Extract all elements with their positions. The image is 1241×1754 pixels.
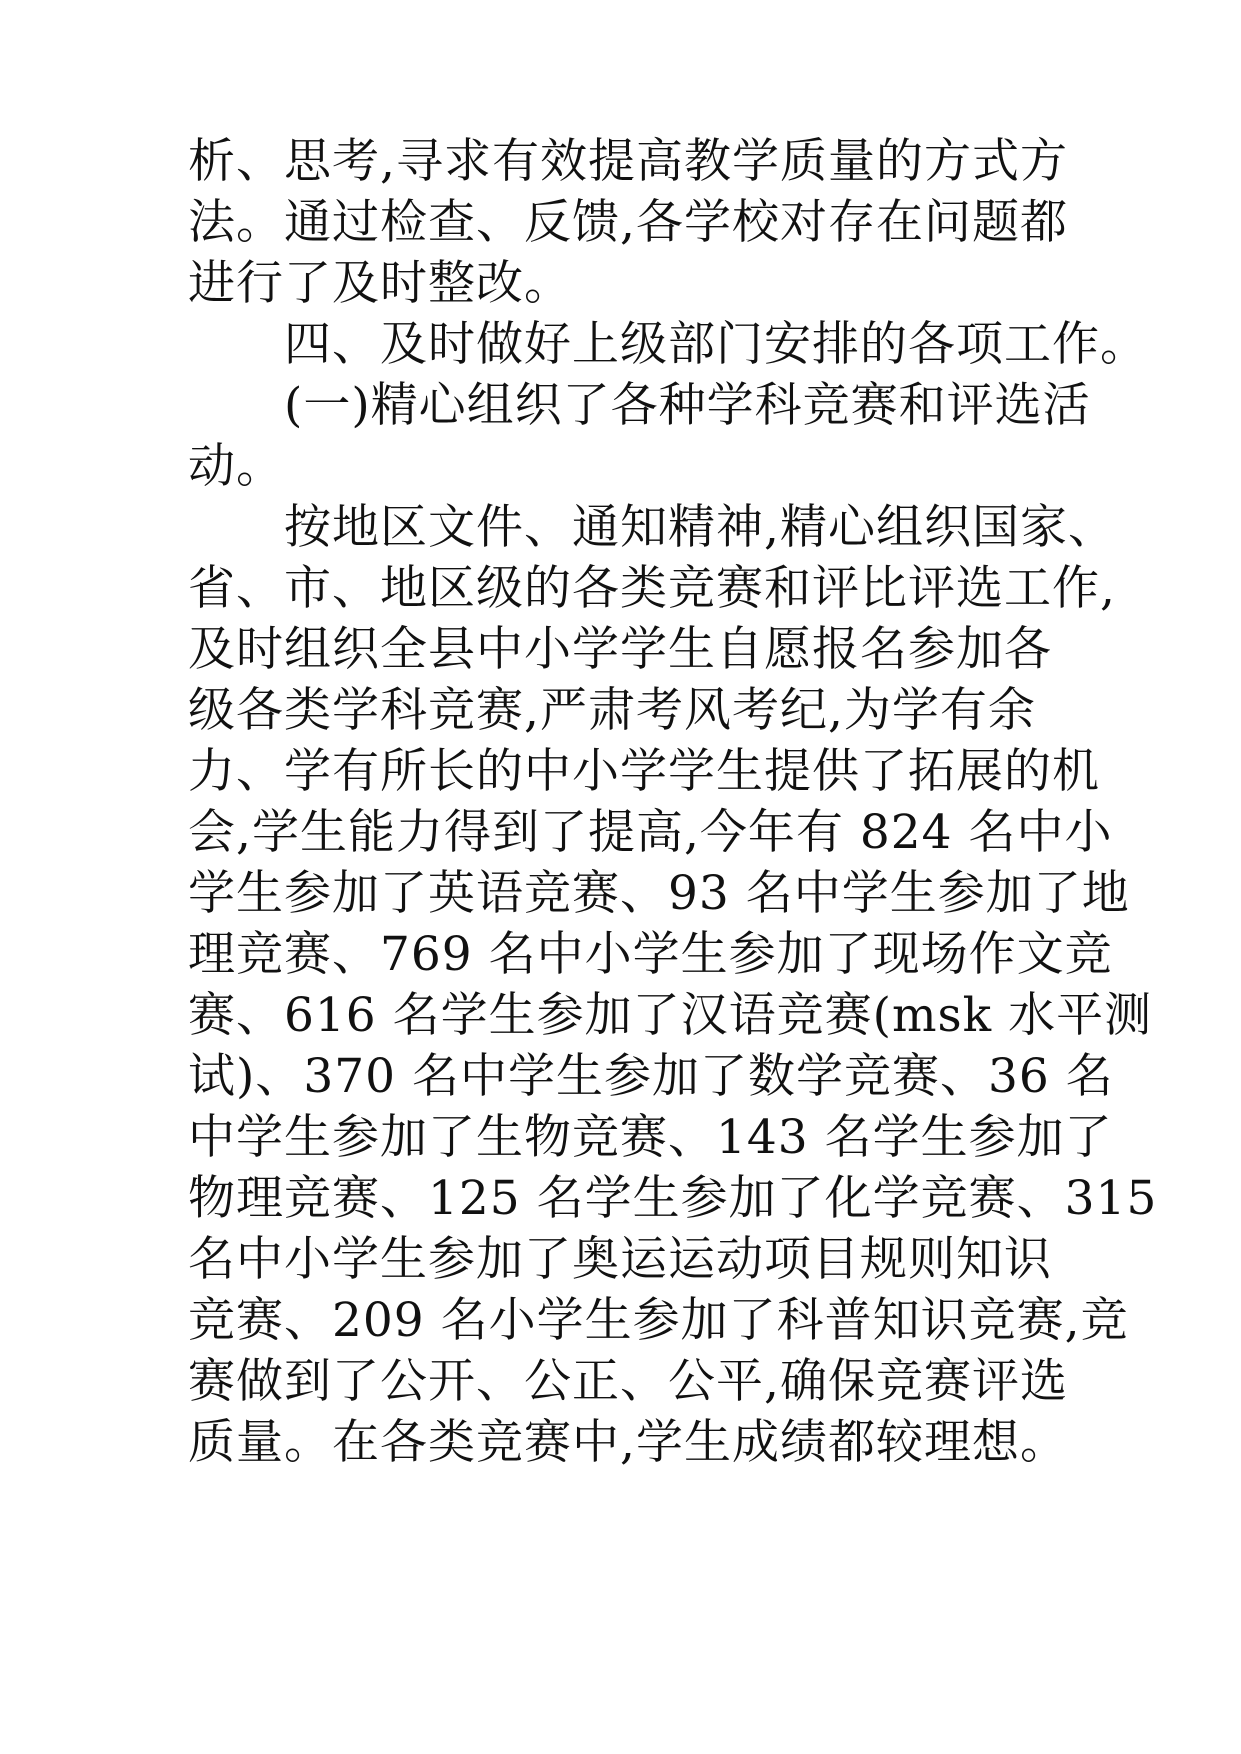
text-line: 质量。在各类竞赛中,学生成绩都较理想。: [188, 1415, 1068, 1470]
text-line: 竞赛、209 名小学生参加了科普知识竞赛,竞: [188, 1293, 1129, 1348]
text-line: 学生参加了英语竞赛、93 名中学生参加了地: [188, 866, 1130, 921]
text-line: 赛做到了公开、公正、公平,确保竞赛评选: [188, 1354, 1068, 1409]
text-line: 会,学生能力得到了提高,今年有 824 名中小: [188, 805, 1113, 860]
text-line: 级各类学科竞赛,严肃考风考纪,为学有余: [188, 683, 1036, 738]
text-line: 及时组织全县中小学学生自愿报名参加各: [188, 622, 1052, 677]
text-line: 动。: [188, 439, 284, 494]
text-line: 试)、370 名中学生参加了数学竞赛、36 名: [188, 1049, 1114, 1104]
section-heading: 四、及时做好上级部门安排的各项工作。: [188, 317, 1148, 372]
text-line: 按地区文件、通知精神,精心组织国家、: [188, 500, 1116, 555]
subsection-heading: (一)精心组织了各种学科竞赛和评选活: [188, 378, 1091, 433]
text-line: 中学生参加了生物竞赛、143 名学生参加了: [188, 1110, 1113, 1165]
text-line: 力、学有所长的中小学学生提供了拓展的机: [188, 744, 1100, 799]
text-line: 法。通过检查、反馈,各学校对存在问题都: [188, 195, 1068, 250]
text-line: 理竞赛、769 名中小学生参加了现场作文竞: [188, 927, 1113, 982]
text-line: 进行了及时整改。: [188, 256, 572, 311]
text-line: 赛、616 名学生参加了汉语竞赛(msk 水平测: [188, 988, 1153, 1043]
text-line: 名中小学生参加了奥运运动项目规则知识: [188, 1232, 1052, 1287]
text-line: 析、思考,寻求有效提高教学质量的方式方: [188, 134, 1068, 189]
text-line: 物理竞赛、125 名学生参加了化学竞赛、315: [188, 1171, 1158, 1226]
text-line: 省、市、地区级的各类竞赛和评比评选工作,: [188, 561, 1116, 616]
